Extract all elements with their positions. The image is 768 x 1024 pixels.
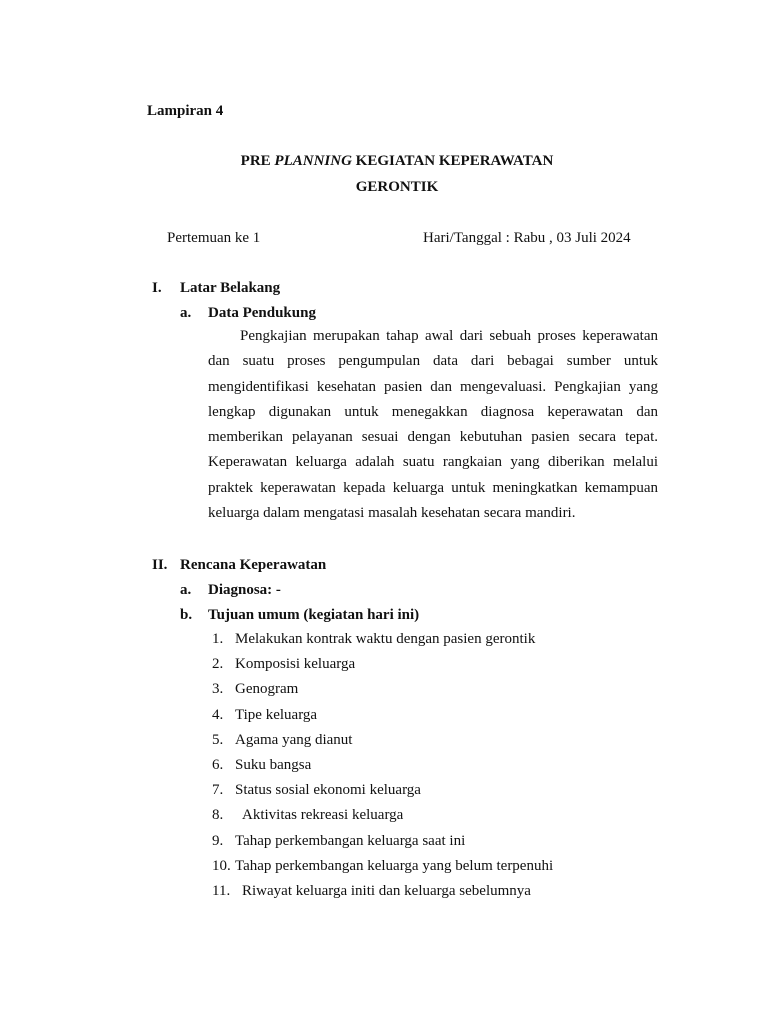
title-planning: PLANNING (274, 153, 352, 169)
list-item-number: 7. (212, 782, 224, 799)
list-item (212, 627, 553, 652)
list-item (212, 728, 553, 753)
list-item-text: Genogram (235, 681, 299, 698)
section-2-heading: Rencana Keperawatan (180, 557, 327, 573)
section-1-heading: Latar Belakang (180, 280, 281, 296)
list-item-number: 1. (212, 631, 224, 647)
list-item-text: Tipe keluarga (235, 706, 318, 723)
list-item-text: Komposisi keluarga (235, 656, 356, 673)
section-2b-heading: Tujuan umum (kegiatan hari ini) (208, 607, 420, 623)
document-title-line2: GERONTIK (355, 179, 439, 195)
goals-list (212, 627, 553, 904)
section-1-numeral: I. (152, 280, 162, 296)
list-item (212, 778, 553, 803)
attachment-label: Lampiran 4 (147, 103, 224, 119)
list-item-text: Tahap perkembangan keluarga yang belum terpenuhi (235, 857, 554, 874)
list-item-number: 9. (212, 832, 224, 849)
list-item (212, 829, 553, 854)
list-item (212, 803, 553, 828)
section-2b-letter: b. (180, 607, 193, 623)
section-2a-letter: a. (180, 582, 192, 598)
section-2a-heading: Diagnosa: - (208, 582, 281, 598)
list-item-number: 4. (212, 706, 224, 723)
list-item-text: Aktivitas rekreasi keluarga (242, 807, 404, 824)
list-item-number: 2. (212, 656, 224, 673)
document-title (0, 153, 768, 170)
background-paragraph: Pengkajian merupakan tahap awal dari sebuah proses keperawatan dan suatu proses pengumpulan data dari bebagai sumber untuk mengidentifikasi kesehatan pasien dan mengevaluasi. Pengkajian yang lengkap digunakan untuk menegakkan diagnosa keperawatan dan memberikan pelayanan sesuai dengan kebutuhan pasien secara tepat. Keperawatan keluarga adalah suatu rangkaian yang diberikan melalui praktek keperawatan kepada keluarga untuk meningkatkan kemampuan keluarga dalam mengatasi masalah kesehatan secara mandiri. (208, 328, 658, 522)
list-item-text: Suku bangsa (235, 756, 312, 773)
list-item-number: 3. (212, 681, 224, 698)
list-item-number: 11. (212, 882, 231, 899)
list-item (212, 677, 553, 702)
title-pre: PRE (240, 153, 271, 169)
list-item-number: 6. (212, 756, 224, 773)
list-item-text: Riwayat keluarga initi dan keluarga sebelumnya (242, 882, 531, 899)
list-item-number: 8. (212, 807, 224, 824)
list-item (212, 652, 553, 677)
list-item-text: Tahap perkembangan keluarga saat ini (235, 832, 466, 849)
section-2-numeral: II. (152, 557, 168, 573)
list-item-text: Agama yang dianut (235, 731, 353, 748)
meeting-date: Hari/Tanggal : Rabu , 03 Juli 2024 (423, 230, 631, 246)
list-item-text: Status sosial ekonomi keluarga (235, 782, 421, 799)
list-item (212, 753, 553, 778)
section-1a-letter: a. (180, 305, 192, 321)
list-item (212, 703, 553, 728)
list-item (212, 879, 553, 904)
section-1a-heading: Data Pendukung (208, 305, 316, 321)
list-item (212, 854, 553, 879)
title-rest: KEGIATAN KEPERAWATAN (355, 153, 554, 169)
meeting-number: Pertemuan ke 1 (167, 230, 261, 246)
list-item-number: 10. (212, 857, 231, 874)
list-item-text: Melakukan kontrak waktu dengan pasien gerontik (235, 631, 536, 647)
list-item-number: 5. (212, 731, 224, 748)
